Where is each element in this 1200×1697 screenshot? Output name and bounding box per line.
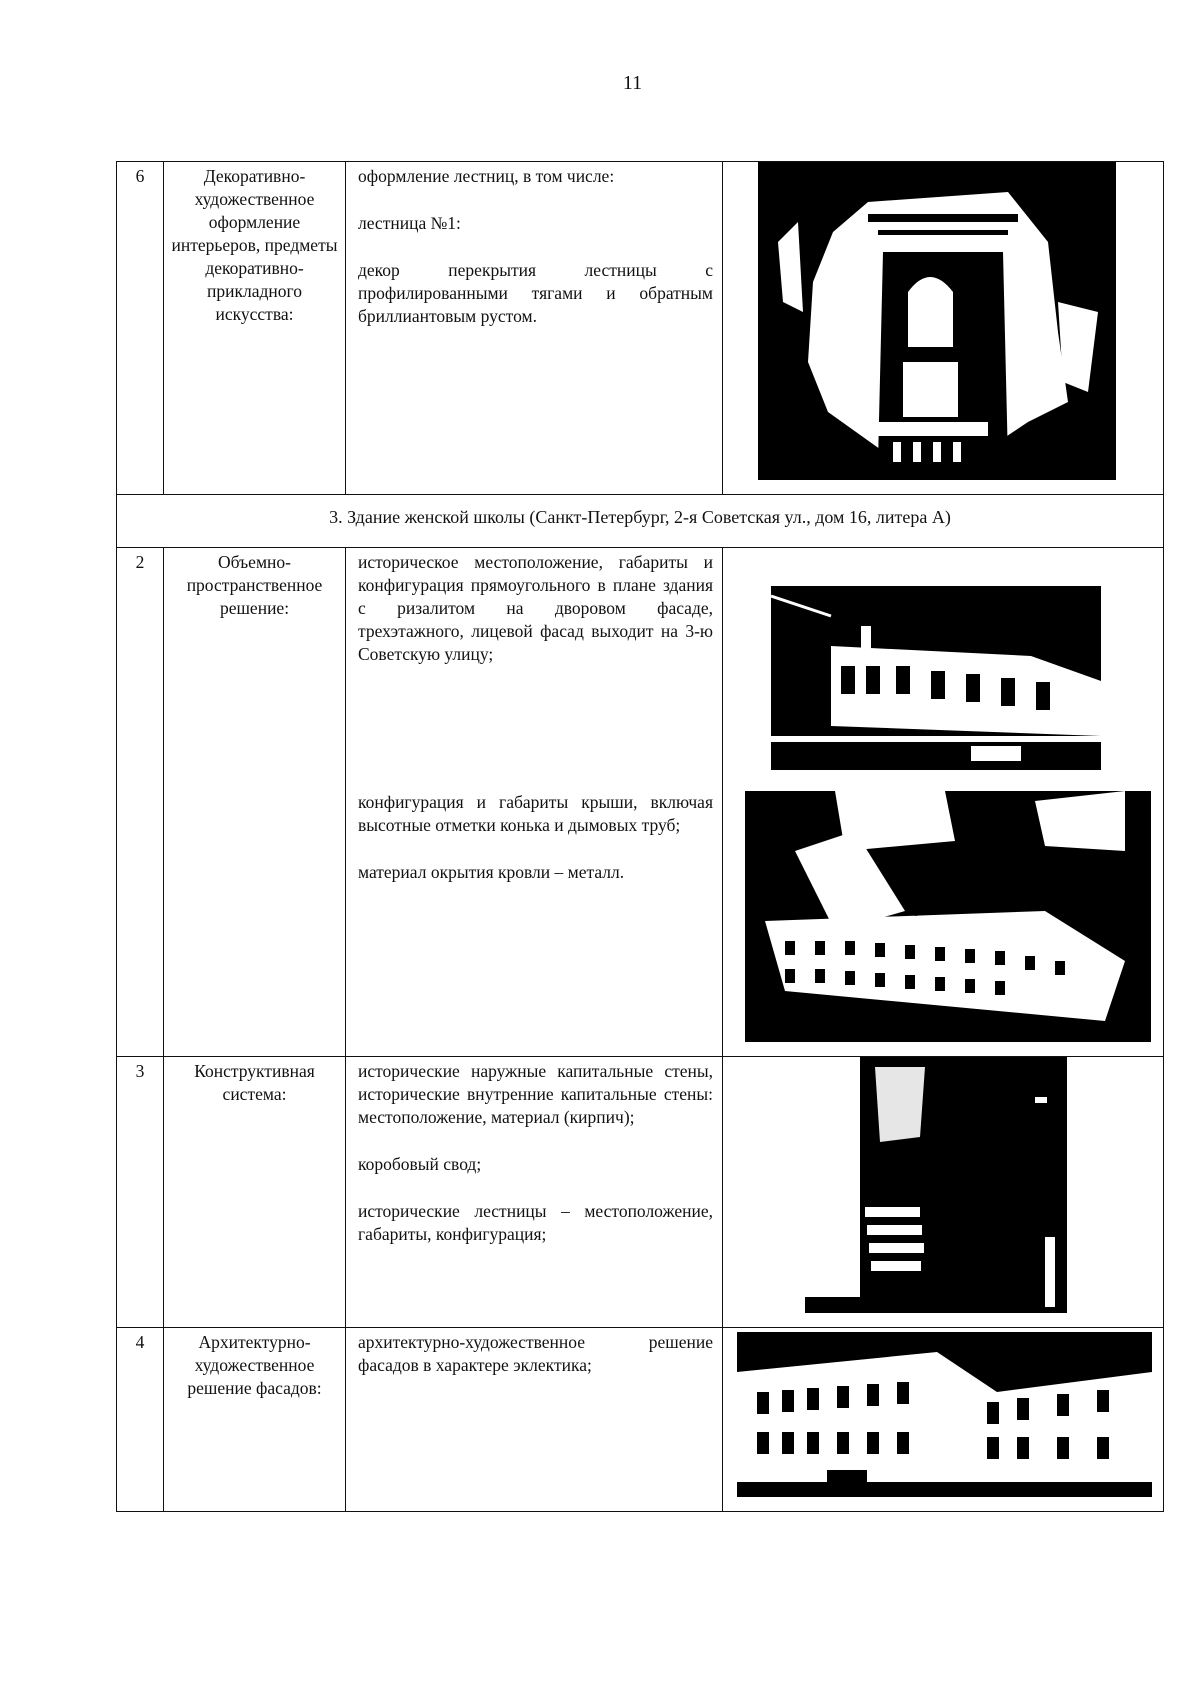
element-description [345,548,722,1056]
description-paragraph: коробовый свод; [358,1154,482,1174]
table-row [117,161,1163,494]
element-description [345,1328,722,1511]
description-paragraph: лестница №1: [358,213,461,233]
photo-cell [722,548,1163,1056]
objects-table [116,161,1164,1512]
staircase-ceiling-photo [758,162,1116,480]
table-row [117,547,1163,1056]
street-facade-photo [771,586,1101,770]
photo-cell [722,1057,1163,1327]
description-paragraph: оформление лестниц, в том числе: [358,166,615,186]
description-paragraph: конфигурация и габариты крыши, включая высотные отметки конька и дымовых труб; [358,792,713,835]
interior-staircase-photo [805,1057,1067,1313]
element-name: Конструктивная система: [163,1057,345,1327]
element-name: Архитектурно-художественное решение фасадов: [163,1328,345,1511]
description-paragraph: декор перекрытия лестницы с профилированными тягами и обратным бриллиантовым рустом. [358,260,713,326]
description-paragraph: исторические лестницы – местоположение, габариты, конфигурация; [358,1201,713,1244]
page-number: 11 [622,72,643,94]
row-number: 6 [135,166,145,186]
roof-aerial-photo [745,791,1151,1042]
description-paragraph: архитектурно-художественное решение фасадов в характере эклектика; [358,1332,713,1375]
description-paragraph: исторические наружные капитальные стены, исторические внутренние капитальные стены: местоположение, материал (кирпич); [358,1061,713,1127]
photo-cell [722,1328,1163,1511]
row-number: 4 [135,1332,145,1352]
description-paragraph: материал окрытия кровли – металл. [358,862,625,882]
element-description [345,1057,722,1327]
row-number: 3 [135,1061,145,1081]
facades-street-photo [737,1332,1152,1497]
section-title: 3. Здание женской школы (Санкт-Петербург, 2-я Советская ул., дом 16, литера А) [329,507,951,527]
section-header-row [117,494,1163,547]
element-name: Декоративно-художественное оформление интерьеров, предметы декоративно-прикладного искусства: [163,162,345,494]
photo-cell [722,162,1163,494]
row-number: 2 [135,552,145,572]
table-row [117,1327,1163,1512]
table-row [117,1056,1163,1327]
element-description [345,162,722,494]
element-name: Объемно-пространственное решение: [163,548,345,1056]
description-paragraph: историческое местоположение, габариты и конфигурация прямоугольного в плане здания с ризалитом на дворовом фасаде, трехэтажного, лицевой фасад выходит на 3-ю Советскую улицу; [358,552,713,664]
